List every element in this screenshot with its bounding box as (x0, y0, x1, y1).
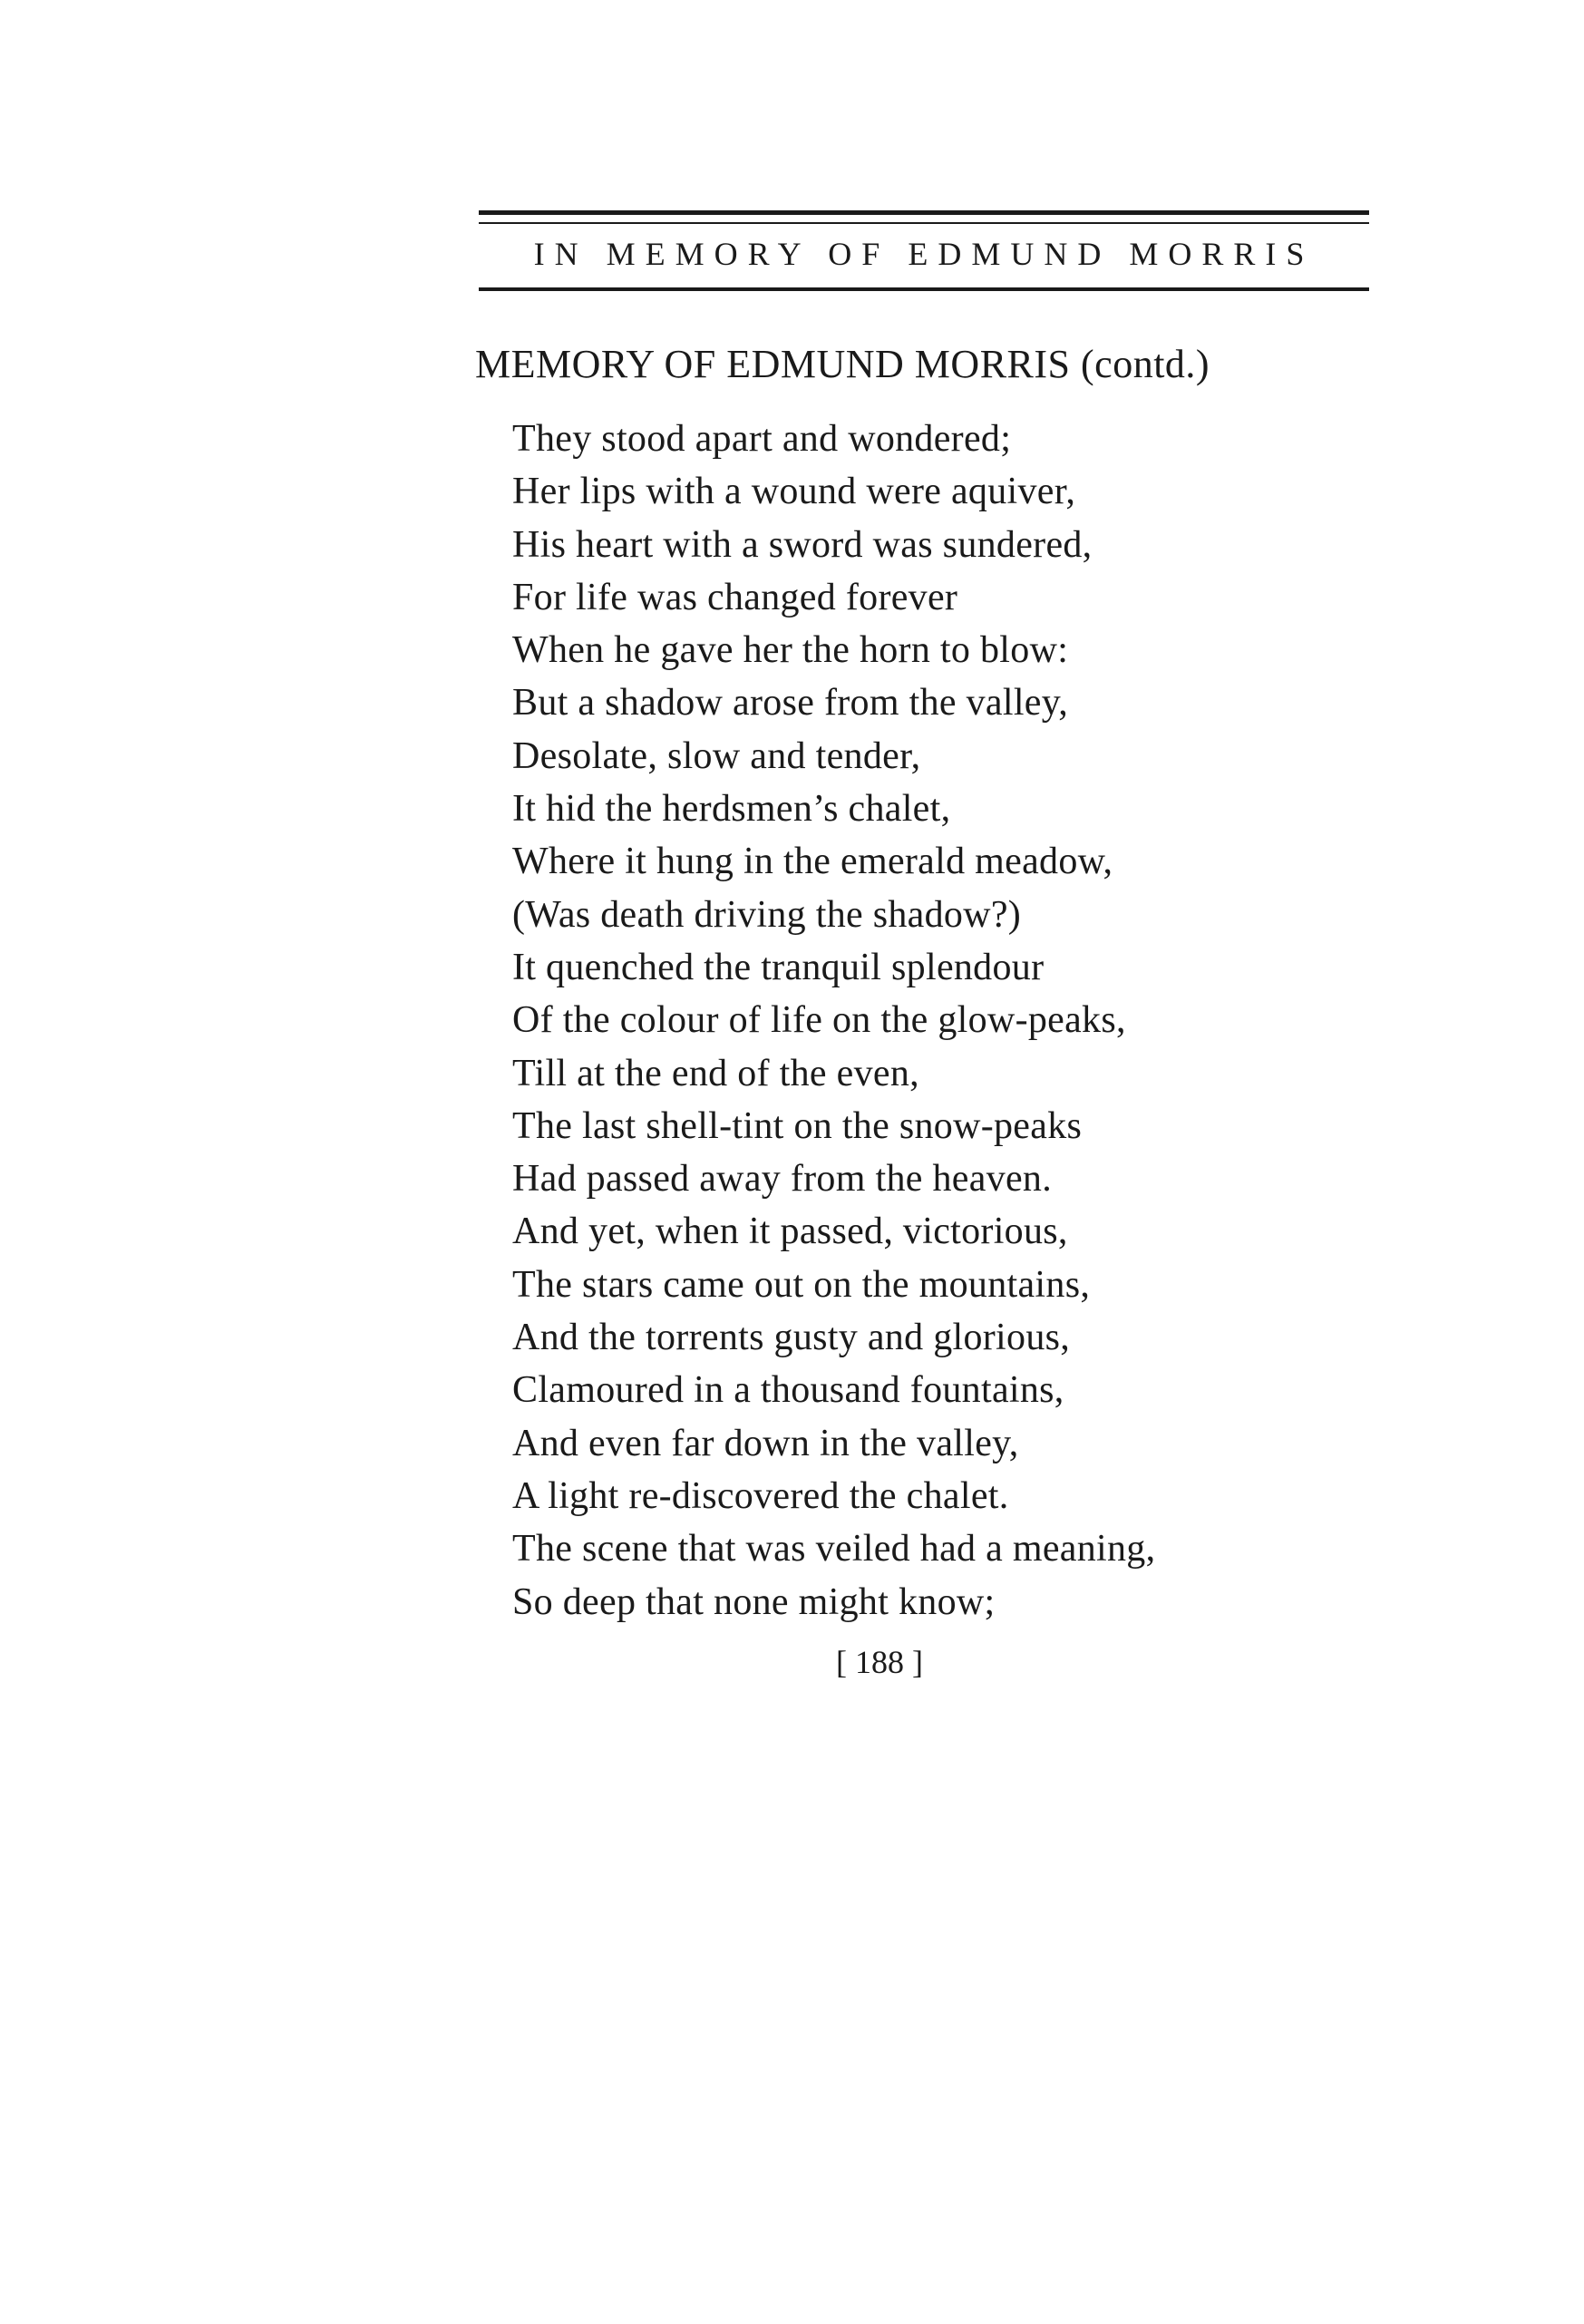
poem-line: And even far down in the valley, (512, 1422, 1019, 1464)
poem-line: It quenched the tranquil splendour (512, 946, 1045, 988)
poem-line: Of the colour of life on the glow-peaks, (512, 999, 1126, 1042)
poem-line: The last shell-tint on the snow-peaks (512, 1104, 1083, 1147)
section-title: MEMORY OF EDMUND MORRIS (contd.) (475, 342, 1210, 386)
poem-line: For life was changed forever (512, 576, 958, 618)
poem-line: It hid the herdsmen’s chalet, (512, 788, 951, 831)
poem-line: So deep that none might know; (512, 1580, 996, 1623)
poem-line: Clamoured in a thousand fountains, (512, 1369, 1064, 1412)
running-head-top-thin-rule (479, 222, 1369, 224)
poem-line: When he gave her the horn to blow: (512, 629, 1069, 672)
poem-line: Her lips with a wound were aquiver, (512, 471, 1076, 513)
poem-line: A light re-discovered the chalet. (512, 1474, 1009, 1517)
running-head (479, 210, 1369, 297)
poem-line: The stars came out on the mountains, (512, 1263, 1091, 1306)
poem-line: The scene that was veiled had a meaning, (512, 1528, 1156, 1570)
poem-line: And the torrents gusty and glorious, (512, 1317, 1071, 1359)
poem-line: They stood apart and wondered; (512, 418, 1012, 460)
running-head-bottom-rule (479, 287, 1369, 291)
poem-line: Had passed away from the heaven. (512, 1158, 1053, 1201)
poem-line: Till at the end of the even, (512, 1052, 919, 1094)
poem-line: Desolate, slow and tender, (512, 734, 921, 777)
poem-line: But a shadow arose from the valley, (512, 682, 1069, 724)
poem-line: His heart with a sword was sundered, (512, 523, 1093, 566)
poem-line: (Was death driving the shadow?) (512, 893, 1022, 936)
running-head-text: IN MEMORY OF EDMUND MORRIS (533, 236, 1315, 272)
poem-line: And yet, when it passed, victorious, (512, 1211, 1068, 1253)
page-number: [ 188 ] (836, 1644, 923, 1680)
poem-body (512, 413, 1155, 1629)
poem-line: Where it hung in the emerald meadow, (512, 841, 1113, 883)
running-head-top-rule (479, 210, 1369, 215)
